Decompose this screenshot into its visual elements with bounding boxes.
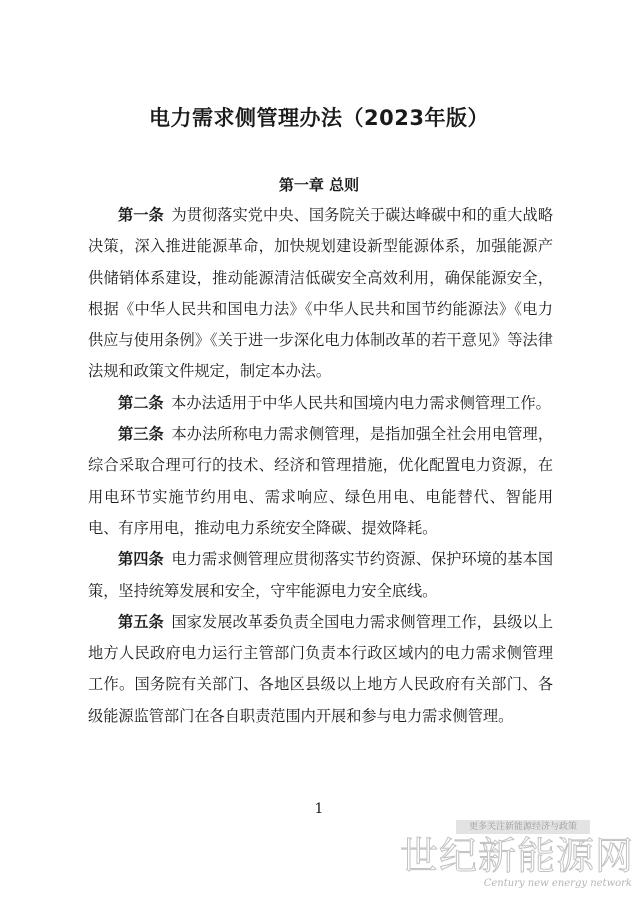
article-label: 第二条 — [118, 393, 164, 412]
watermark-english: Century new energy network — [483, 878, 632, 889]
article-paragraph — [88, 544, 553, 607]
article-paragraph — [88, 388, 553, 419]
article-paragraph — [88, 419, 553, 544]
article-label: 第五条 — [118, 612, 164, 631]
watermark-name: 世纪新能源网 — [400, 834, 635, 878]
article-label: 第三条 — [118, 425, 164, 444]
article-label: 第四条 — [118, 550, 164, 569]
page-number: 1 — [314, 801, 324, 817]
article-text: 本办法适用于中华人民共和国境内电力需求侧管理工作。 — [171, 393, 551, 412]
article-text: 电力需求侧管理应贯彻落实节约资源、保护环境的基本国策，坚持统筹发展和安全，守牢能源电力安全底线。 — [88, 550, 554, 600]
article-paragraph — [88, 200, 553, 388]
document-body — [88, 200, 553, 732]
chapter-heading: 第一章 总则 — [278, 176, 360, 194]
watermark-logo — [400, 820, 635, 894]
watermark-banner: 更多关注新能源经济与政策 — [456, 820, 590, 834]
article-label: 第一条 — [118, 206, 164, 224]
article-text: 本办法所称电力需求侧管理，是指加强全社会用电管理，综合采取合理可行的技术、经济和管理措施，优化配置电力资源，在用电环节实施节约用电、需求响应、绿色用电、电能替代、智能用电、有序用电，推动电力系统安全降碳、提效降耗。 — [88, 425, 554, 537]
article-text: 为贯彻落实党中央、国务院关于碳达峰碳中和的重大战略决策，深入推进能源革命，加快规划建设新型能源体系，加强能源产供储销体系建设，推动能源清洁低碳安全高效利用，确保能源安全，根据《中华人民共和国电力法》《中华人民共和国节约能源法》《电力供应与使用条例》《关于进一步深化电力体制改革的若干意见》等法律法规和政策文件规定，制定本办法。 — [88, 206, 554, 381]
document-title: 电力需求侧管理办法（2023年版） — [149, 106, 489, 130]
article-paragraph — [88, 607, 553, 732]
article-text: 国家发展改革委负责全国电力需求侧管理工作，县级以上地方人民政府电力运行主管部门负责本行政区域内的电力需求侧管理工作。国务院有关部门、各地区县级以上地方人民政府有关部门、各级能源监管部门在各自职责范围内开展和参与电力需求侧管理。 — [88, 612, 554, 725]
